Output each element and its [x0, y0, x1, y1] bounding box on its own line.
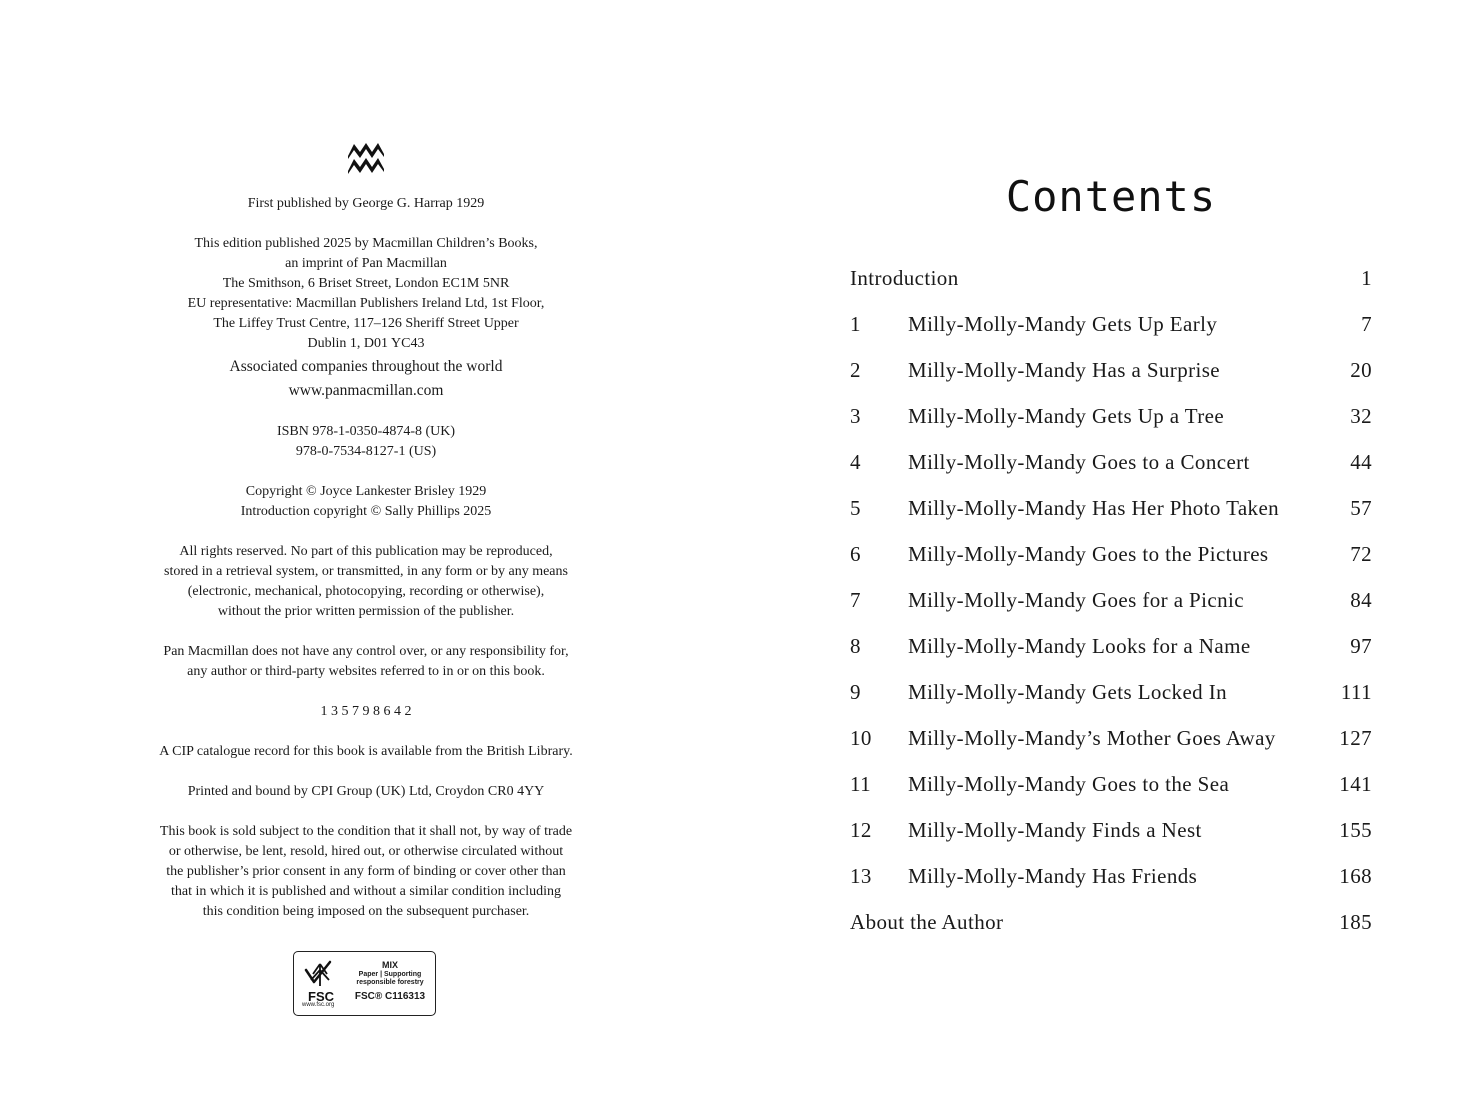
isbn-uk: ISBN 978-1-0350-4874-8 (UK) [276, 424, 456, 439]
toc-chapter-number: 7 [850, 588, 861, 612]
fsc-site: www.fsc.org [302, 1002, 335, 1008]
copyright-line: Copyright © Joyce Lankester Brisley 1929 [245, 484, 487, 499]
rights-line: All rights reserved. No part of this publication may be reproduced, [179, 544, 553, 559]
contents-title: Contents [1005, 172, 1217, 221]
contents-page [850, 0, 1372, 1117]
fsc-code: FSC® C116313 [354, 991, 426, 1002]
toc-entry [850, 907, 1372, 937]
toc-entry [850, 815, 1372, 845]
fsc-logo-text: FSC [308, 989, 334, 1004]
toc-title: Milly-Molly-Mandy Gets Locked In [908, 680, 1228, 704]
toc-page-number: 84 [1350, 588, 1372, 612]
toc-page-number: 127 [1339, 726, 1372, 750]
toc-page-number: 7 [1361, 312, 1372, 336]
disclaimer-line: any author or third-party websites referred to in or on this book. [187, 664, 545, 679]
isbn-us: 978-0-7534-8127-1 (US) [295, 444, 437, 459]
copyright-page [100, 0, 632, 1117]
edition-line: The Smithson, 6 Briset Street, London EC1M 5NR [222, 276, 510, 291]
copyright-block [100, 482, 632, 522]
toc-chapter-number: 8 [850, 634, 861, 658]
toc-title: About the Author [850, 910, 1004, 934]
condition-line: that in which it is published and without a similar condition including [170, 884, 561, 899]
cip-record: A CIP catalogue record for this book is available from the British Library. [159, 744, 573, 759]
associated-companies: Associated companies throughout the world [229, 358, 503, 375]
toc-entry [850, 723, 1372, 753]
toc-chapter-number: 12 [850, 818, 872, 842]
toc-entry [850, 585, 1372, 615]
toc-entry [850, 263, 1372, 293]
toc-chapter-number: 4 [850, 450, 861, 474]
disclaimer-line: Pan Macmillan does not have any control over, or any responsibility for, [163, 644, 569, 659]
toc-entry [850, 861, 1372, 891]
edition-line: This edition published 2025 by Macmillan Children’s Books, [194, 236, 538, 251]
toc-page-number: 72 [1350, 542, 1372, 566]
condition-line: this condition being imposed on the subsequent purchaser. [202, 904, 530, 919]
toc-page-number: 141 [1339, 772, 1372, 796]
toc-page-number: 168 [1339, 864, 1372, 888]
toc-entry [850, 769, 1372, 799]
printing-number-line: 1 3 5 7 9 8 6 4 2 [320, 704, 412, 719]
toc-entry [850, 355, 1372, 385]
toc-chapter-number: 6 [850, 542, 861, 566]
toc-chapter-number: 10 [850, 726, 872, 750]
edition-line: The Liffey Trust Centre, 117–126 Sheriff Street Upper [213, 316, 519, 331]
condition-line: This book is sold subject to the condition that it shall not, by way of trade [159, 824, 573, 839]
toc-chapter-number: 1 [850, 312, 861, 336]
first-published-line: First published by George G. Harrap 1929 [247, 196, 485, 211]
toc-title: Milly-Molly-Mandy Goes for a Picnic [908, 588, 1244, 612]
publisher-website: www.panmacmillan.com [288, 382, 444, 399]
toc-chapter-number: 5 [850, 496, 861, 520]
macmillan-logo-icon [347, 140, 385, 174]
toc-title: Milly-Molly-Mandy Has Friends [908, 864, 1198, 888]
toc-title: Introduction [850, 266, 959, 290]
toc-page-number: 32 [1350, 404, 1372, 428]
edition-line: an imprint of Pan Macmillan [285, 256, 447, 271]
fsc-paper-line: responsible forestry [356, 979, 424, 986]
toc-entry [850, 539, 1372, 569]
toc-page-number: 185 [1339, 910, 1372, 934]
fsc-text [348, 960, 432, 1004]
condition-line: the publisher’s prior consent in any form of binding or cover other than [166, 864, 566, 879]
toc-entry [850, 401, 1372, 431]
toc-title: Milly-Molly-Mandy Goes to a Concert [908, 450, 1250, 474]
toc-entry [850, 631, 1372, 661]
fsc-mix: MIX [381, 960, 398, 970]
condition-line: or otherwise, be lent, resold, hired out, or otherwise circulated without [168, 844, 564, 859]
toc-entry [850, 493, 1372, 523]
toc-entry [850, 677, 1372, 707]
printer-line: Printed and bound by CPI Group (UK) Ltd, Croydon CR0 4YY [187, 784, 545, 799]
sale-condition-block [100, 822, 632, 922]
edition-block [100, 234, 632, 354]
toc-page-number: 20 [1350, 358, 1372, 382]
first-published [100, 194, 632, 214]
toc-entry [850, 309, 1372, 339]
toc-title: Milly-Molly-Mandy Gets Up Early [908, 312, 1218, 336]
toc-entry [850, 447, 1372, 477]
fsc-label [293, 951, 436, 1016]
toc-page-number: 57 [1350, 496, 1372, 520]
toc-chapter-number: 2 [850, 358, 861, 382]
toc-chapter-number: 9 [850, 680, 861, 704]
copyright-line: Introduction copyright © Sally Phillips 2025 [240, 504, 492, 519]
toc-page-number: 97 [1350, 634, 1372, 658]
printing-line-block [100, 702, 632, 722]
rights-line: (electronic, mechanical, photocopying, recording or otherwise), [187, 584, 545, 599]
toc-title: Milly-Molly-Mandy Has a Surprise [908, 358, 1221, 382]
toc-title: Milly-Molly-Mandy Goes to the Pictures [908, 542, 1269, 566]
toc-title: Milly-Molly-Mandy’s Mother Goes Away [908, 726, 1276, 750]
rights-line: without the prior written permission of the publisher. [217, 604, 515, 619]
toc-title: Milly-Molly-Mandy Finds a Nest [908, 818, 1202, 842]
rights-block [100, 542, 632, 622]
toc-page-number: 155 [1339, 818, 1372, 842]
toc-chapter-number: 3 [850, 404, 861, 428]
toc-page-number: 44 [1350, 450, 1372, 474]
fsc-paper-line: Paper | Supporting [358, 971, 422, 978]
isbn-block [100, 422, 632, 462]
websites-disclaimer [100, 642, 632, 682]
cip-block [100, 742, 632, 762]
edition-line: EU representative: Macmillan Publishers Ireland Ltd, 1st Floor, [187, 296, 545, 311]
toc-title: Milly-Molly-Mandy Has Her Photo Taken [908, 496, 1280, 520]
toc-title: Milly-Molly-Mandy Gets Up a Tree [908, 404, 1225, 428]
associated-block [100, 355, 632, 403]
toc-chapter-number: 11 [850, 772, 872, 796]
toc-page-number: 111 [1340, 680, 1372, 704]
rights-line: stored in a retrieval system, or transmitted, in any form or by any means [164, 564, 568, 579]
edition-line: Dublin 1, D01 YC43 [307, 336, 425, 351]
toc-page-number: 1 [1361, 266, 1372, 290]
toc-title: Milly-Molly-Mandy Goes to the Sea [908, 772, 1230, 796]
toc-chapter-number: 13 [850, 864, 872, 888]
toc-title: Milly-Molly-Mandy Looks for a Name [908, 634, 1251, 658]
printer-block [100, 782, 632, 802]
